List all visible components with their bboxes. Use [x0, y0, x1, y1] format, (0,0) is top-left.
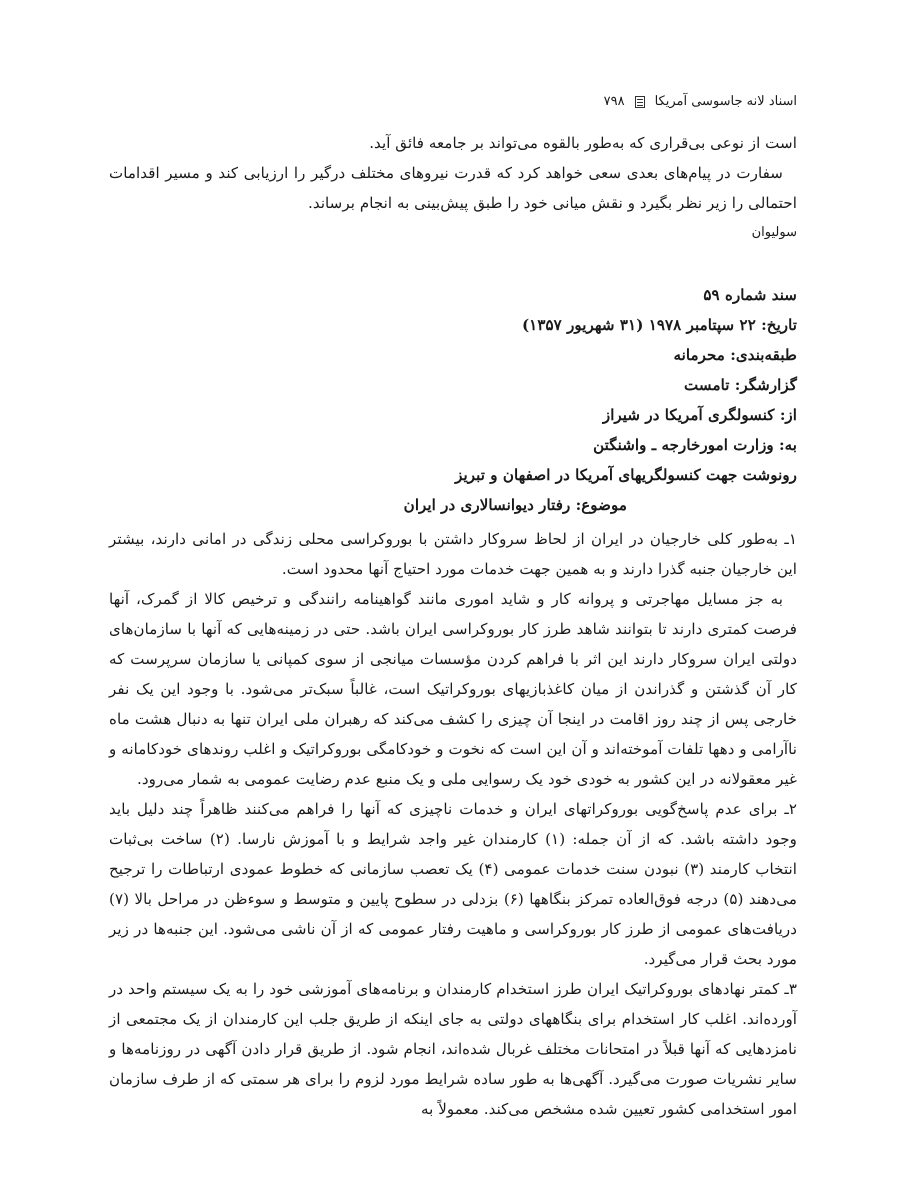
document-classification: طبقه‌بندی: محرمانه	[673, 346, 797, 364]
document-meta	[109, 280, 797, 520]
body-paragraph-1: ۱ـ به‌طور کلی خارجیان در ایران از لحاظ سروکار داشتن با بوروکراسی محلی زندگی در امانی دارند، بیشتر این خارجیان جنبه گذرا دارند و به همین جهت خدمات مورد احتیاج آنها محدود است.	[109, 530, 797, 578]
signature: سولیوان	[751, 225, 797, 240]
document-icon	[635, 96, 645, 108]
document-reporter: گزارشگر: تامست	[683, 376, 797, 394]
body-paragraph-4: ۳ـ کمتر نهادهای بوروکراتیک ایران طرز استخدام کارمندان و برنامه‌های آموزشی خود را به یک سیستم واحد در آورده‌اند. اغلب کار استخدام برای بنگاههای دولتی به جای اینکه از طریق جلب این کارمندان از یک مجتمعی از نامزدهایی که آنها قبلاً در امتحانات مختلف غربال شده‌اند، انجام شود. از طریق قرار دادن آگهی در روزنامه‌ها و سایر نشریات صورت می‌گیرد. آگهی‌ها به طور ساده شرایط مورد لزوم را برای هر سمتی که از طرف سازمان امور استخدامی کشور تعیین شده مشخص می‌کند. معمولاً به	[109, 980, 797, 1118]
document-subject: موضوع: رفتار دیوانسالاری در ایران	[403, 496, 627, 514]
body-paragraph-2: به جز مسایل مهاجرتی و پروانه کار و شاید اموری مانند گواهینامه رانندگی و ترخیص کالا از گمرک، آنها فرصت کمتری دارند تا بتوانند شاهد طرز کار بوروکراسی ایران باشد. حتی در زمینه‌هایی که آنها با سازمان‌های دولتی ایران سروکار دارند این اثر با فراهم کردن مؤسسات میانجی از سوی کمپانی یا سازمان سرپرست که کار آن گذشتن و گذراندن از میان کاغذبازیهای بوروکراتیک است، غالباً سبک‌تر می‌شود. با وجود این یک نفر خارجی پس از چند روز اقامت در اینجا آن چیزی را کشف می‌کند که رهبران ملی ایران تنها به دنبال هشت ماه ناآرامی و دهها تلفات آموخته‌اند و آن این است که نخوت و خودکامگی بوروکراتیک و اغلب روندهای خودکامانه و غیر معقولانه در این کشور به خودی خود یک رسوایی ملی و یک منبع عدم رضایت عمومی به شمار می‌رود.	[109, 590, 797, 788]
page-number: ۷۹۸	[603, 94, 625, 109]
running-header	[604, 94, 797, 109]
document-from: از: کنسولگری آمریکا در شیراز	[602, 406, 797, 424]
document-copy-to: رونوشت جهت کنسولگریهای آمریکا در اصفهان و تبریز	[455, 466, 797, 484]
document-date: تاریخ: ۲۲ سپتامبر ۱۹۷۸ (۳۱ شهریور ۱۳۵۷)	[521, 316, 797, 334]
previous-closing-line: است از نوعی بی‌قراری که به‌طور بالقوه می‌تواند بر جامعه فائق آید.	[369, 134, 797, 152]
running-title: اسناد لانه جاسوسی آمریکا	[654, 94, 797, 109]
document-body	[109, 524, 797, 1124]
page-content	[109, 128, 797, 1124]
previous-closing-paragraph: سفارت در پیام‌های بعدی سعی خواهد کرد که قدرت نیروهای مختلف درگیر را ارزیابی کند و مسیر اقدامات احتمالی را زیر نظر بگیرد و نقش میانی خود را طبق پیش‌بینی به انجام برساند.	[109, 164, 797, 212]
document-to: به: وزارت امورخارجه ـ واشنگتن	[593, 436, 797, 454]
body-paragraph-3: ۲ـ برای عدم پاسخ‌گویی بوروکراتهای ایران و خدمات ناچیزی که آنها را فراهم می‌کنند ظاهراً چند دلیل باید وجود داشته باشد. که از آن جمله: (۱) کارمندان غیر واجد شرایط و با آموزش نارسا. (۲) ساخت بی‌ثبات انتخاب کارمند (۳) نبودن سنت خدمات عمومی (۴) یک تعصب سازمانی که خطوط عمودی ارتباطات را ترجیح می‌دهند (۵) درجه فوق‌العاده تمرکز بنگاهها (۶) بزدلی در سطوح پایین و متوسط و سوءظن در مراحل بالا (۷) دریافت‌های عمومی از طرز کار بوروکراسی و ماهیت رفتار عمومی که از آن ناشی می‌شود. این جنبه‌ها در زیر مورد بحث قرار می‌گیرد.	[109, 800, 797, 968]
document-number: سند شماره ۵۹	[703, 286, 797, 304]
